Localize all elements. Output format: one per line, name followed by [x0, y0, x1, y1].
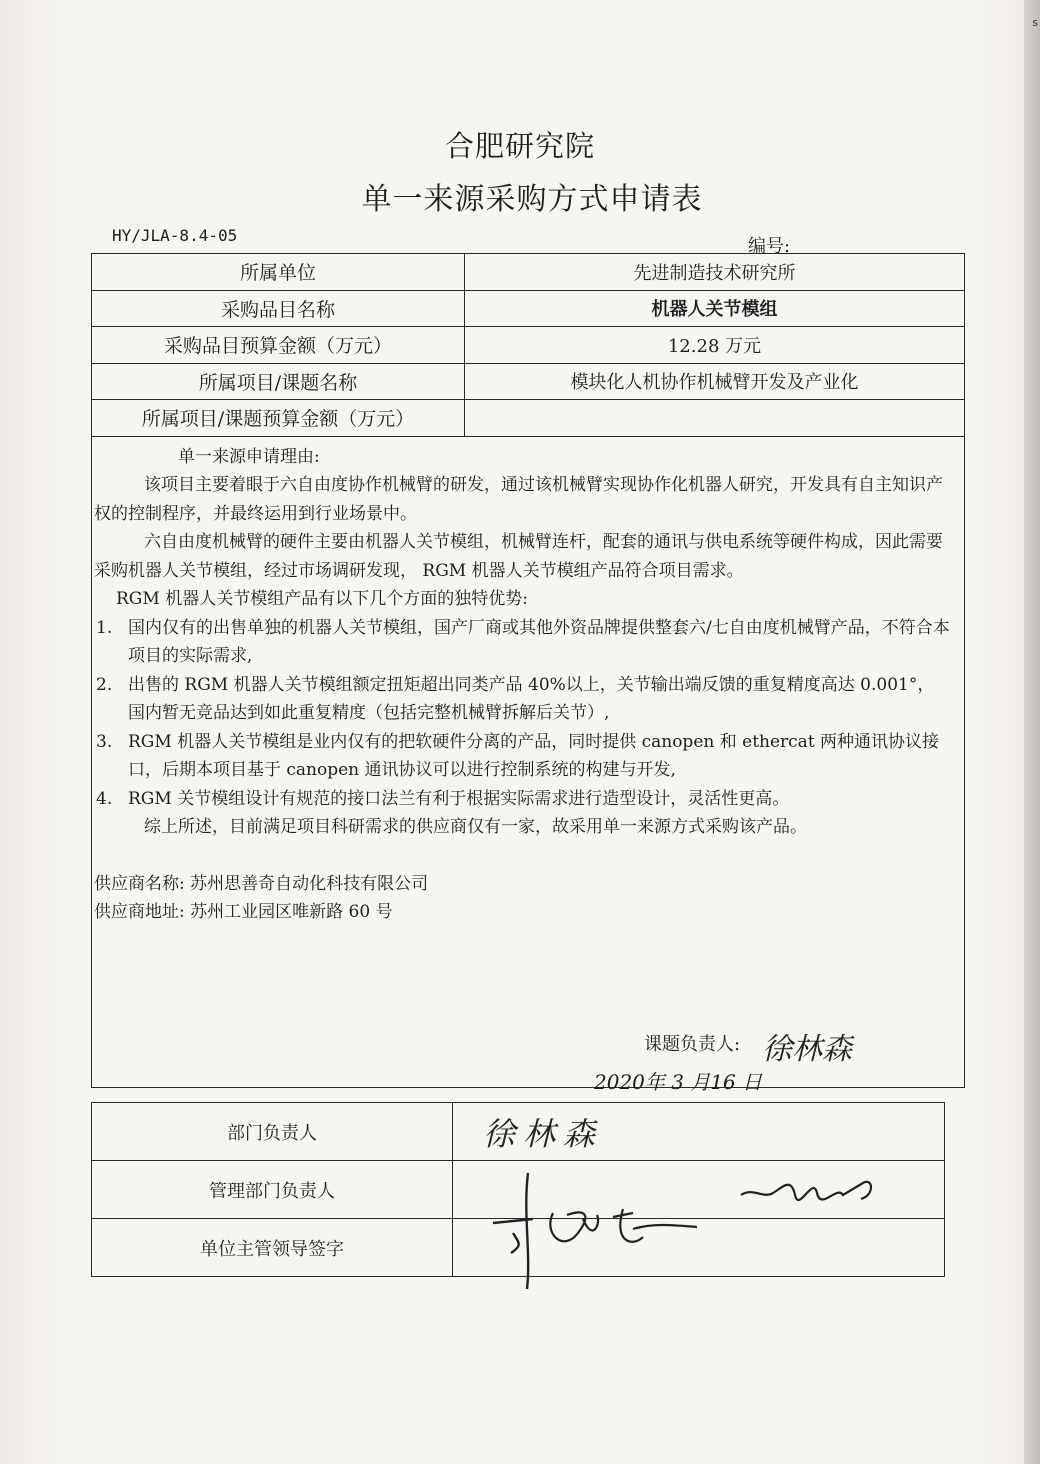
info-row-budget — [92, 327, 964, 364]
mgmt-head-signature-scribble — [733, 1165, 913, 1215]
reason-conclusion: 综上所述，目前满足项目科研需求的供应商仅有一家，故采用单一来源方式采购该产品。 — [144, 817, 807, 837]
approval-row-leader — [92, 1219, 945, 1277]
unit-leader-signature-cell — [453, 1219, 945, 1277]
list-number: 1. — [96, 617, 113, 638]
reason-heading: 单一来源申请理由: — [178, 446, 320, 467]
unit-leader-signature-scribble — [483, 1153, 703, 1293]
item-budget-label: 采购品目预算金额（万元） — [92, 327, 465, 364]
supplier-address-label: 供应商地址: — [94, 901, 185, 922]
project-name-value: 模块化人机协作机械臂开发及产业化 — [465, 363, 965, 400]
dept-head-label: 部门负责人 — [92, 1103, 453, 1161]
page-edge — [1024, 0, 1040, 1464]
mgmt-head-label: 管理部门负责人 — [92, 1161, 453, 1219]
institute-title: 合肥研究院 — [444, 129, 595, 163]
approval-row-dept — [92, 1103, 945, 1161]
project-name-label: 所属项目/课题名称 — [92, 363, 465, 400]
unit-label: 所属单位 — [92, 254, 465, 290]
info-row-project-budget — [92, 400, 964, 437]
edge-mark: s — [1032, 16, 1038, 29]
application-form — [91, 253, 965, 1088]
list-number: 2. — [96, 674, 113, 695]
list-item — [94, 614, 950, 671]
item-name-value: 机器人关节模组 — [465, 290, 965, 327]
supplier-name: 苏州思善奇自动化科技有限公司 — [190, 873, 429, 894]
list-text: 出售的 RGM 机器人关节模组额定扭矩超出同类产品 40%以上，关节输出端反馈的重复精度高达 0.001°，国内暂无竞品达到如此重复精度（包括完整机械臂拆解后关节）, — [128, 674, 935, 723]
supplier-name-line — [94, 870, 950, 898]
sign-date — [594, 1066, 762, 1095]
info-row-project — [92, 363, 964, 400]
item-name-label: 采购品目名称 — [92, 290, 465, 327]
list-number: 3. — [96, 731, 113, 752]
approval-table — [91, 1102, 945, 1277]
item-budget-value: 12.28 万元 — [465, 327, 965, 364]
list-text: 国内仅有的出售单独的机器人关节模组，国产厂商或其他外资品牌提供整套六/七自由度机械臂产品，不符合本项目的实际需求, — [128, 617, 950, 666]
form-code: HY/JLA-8.4-05 — [112, 226, 238, 245]
project-leader-signature: 徐林森 — [762, 1032, 852, 1067]
reason-paragraph-2: 六自由度机械臂的硬件主要由机器人关节模组，机械臂连杆，配套的通讯与供电系统等硬件构成，因此需要采购机器人关节模组，经过市场调研发现， RGM 机器人关节模组产品符合项目需求。 — [94, 532, 943, 581]
advantages-intro: RGM 机器人关节模组产品有以下几个方面的独特优势: — [116, 589, 528, 609]
supplier-address: 苏州工业园区唯新路 60 号 — [190, 901, 393, 922]
supplier-name-label: 供应商名称: — [94, 873, 185, 894]
serial-number-label: 编号: — [748, 236, 791, 257]
dept-head-signature: 徐林森 — [483, 1114, 604, 1153]
list-number: 4. — [96, 788, 113, 809]
date-text: 2020年 3 月16 日 — [594, 1070, 763, 1094]
list-item — [94, 785, 950, 814]
project-budget-label: 所属项目/课题预算金额（万元） — [92, 400, 465, 437]
supplier-block — [94, 870, 950, 926]
dept-head-signature-cell — [453, 1103, 945, 1161]
unit-value: 先进制造技术研究所 — [465, 254, 965, 290]
project-leader-label: 课题负责人: — [644, 1034, 741, 1055]
list-item — [94, 671, 950, 728]
form-title: 单一来源采购方式申请表 — [361, 182, 703, 217]
info-table — [92, 254, 964, 437]
reason-section — [92, 437, 964, 926]
advantages-list — [94, 614, 950, 814]
info-row-unit — [92, 254, 964, 290]
reason-paragraph-1: 该项目主要着眼于六自由度协作机械臂的研发，通过该机械臂实现协作化机器人研究，开发具有自主知识产权的控制程序，并最终运用到行业场景中。 — [94, 475, 943, 524]
list-text: RGM 机器人关节模组是业内仅有的把软硬件分离的产品，同时提供 canopen 和 ethercat 两种通讯协议接口，后期本项目基于 canopen 通讯协议可以进行控制系统的构建与开发, — [128, 731, 940, 780]
list-text: RGM 关节模组设计有规范的接口法兰有利于根据实际需求进行造型设计，灵活性更高。 — [128, 788, 790, 809]
project-budget-value — [465, 400, 965, 437]
info-row-item — [92, 290, 964, 327]
unit-leader-label: 单位主管领导签字 — [92, 1219, 453, 1277]
supplier-address-line — [94, 898, 950, 926]
list-item — [94, 728, 950, 785]
